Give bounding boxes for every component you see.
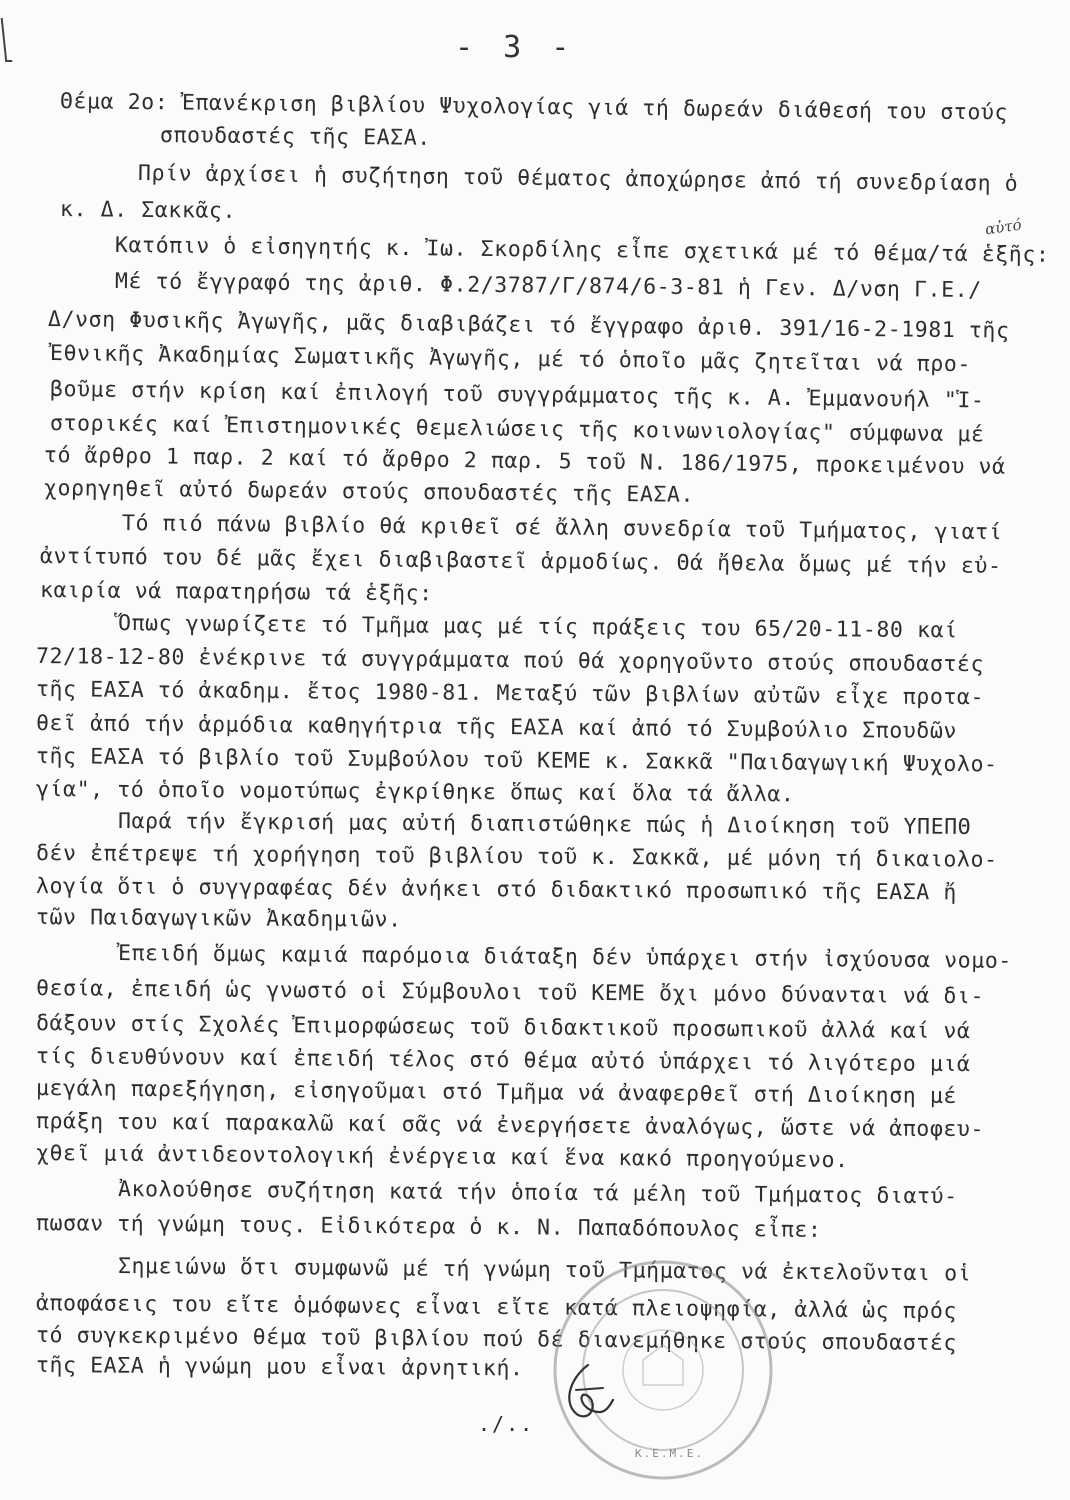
text-line: τό ἄρθρο 1 παρ. 2 καί τό ἄρθρο 2 παρ. 5 τοῦ Ν. 186/1975, προκειμένου νά (43, 443, 1006, 480)
handwritten-signature (558, 1360, 618, 1430)
text-line: Ἀκολούθησε συζήτηση κατά τήν ὁποία τά μέλη τοῦ Τμήματος διατύ- (117, 1177, 958, 1210)
page-number: - 3 - (455, 30, 576, 65)
text-line: δέν ἐπέτρεψε τή χορήγηση τοῦ βιβλίου τοῦ κ. Σακκᾶ, μέ μόνη τή δικαιολο- (35, 841, 998, 873)
text-line: 72/18-12-80 ἐνέκρινε τά συγγράμματα πού θά χορηγοῦντο στούς σπουδαστές (35, 644, 985, 678)
handwritten-insert: αὐτό (983, 215, 1023, 239)
text-line: Πρίν ἀρχίσει ἡ συζήτηση τοῦ θέματος ἀποχώρησε ἀπό τή συνεδρίαση ὁ (137, 161, 1019, 197)
text-line: κ. Δ. Σακκᾶς. (59, 197, 237, 224)
text-line: μεγάλη παρεξήγηση, εἰσηγοῦμαι στό Τμῆμα νά ἀναφερθεῖ στή Διοίκηση μέ (35, 1076, 958, 1110)
stamp-label: Κ.Ε.Μ.Ε. (635, 1447, 704, 1460)
text-line: χθεῖ μιά ἀντιδεοντολογική ἐνέργεια καί ἕνα κακό προηγούμενο. (35, 1141, 849, 1174)
text-line: Θέμα 2ο: Ἐπανέκριση βιβλίου Ψυχολογίας γιά τή δωρεάν διάθεσή του στούς (59, 89, 1009, 126)
text-line: Σημειώνω ὅτι συμφωνῶ μέ τή γνώμη τοῦ Τμήματος νά ἐκτελοῦνται οἱ (117, 1254, 972, 1287)
text-line: τῆς ΕΑΣΑ ἡ γνώμη μου εἶναι ἀρνητική. (35, 1353, 524, 1382)
text-line: ἀντίτυπό του δέ μᾶς ἔχει διαβιβαστεῖ ἁρμοδίως. Θά ἤθελα ὅμως μέ τήν εὐ- (39, 544, 1002, 580)
text-line: Ἐπειδή ὅμως καμιά παρόμοια διάταξη δέν ὑπάρχει στήν ἰσχύουσα νομο- (117, 941, 1013, 974)
text-line: πωσαν τή γνώμη τους. Εἰδικότερα ὁ κ. Ν. Παπαδόπουλος εἶπε: (35, 1211, 822, 1243)
text-line: Μέ τό ἔγγραφό της ἀριθ. Φ.2/3787/Γ/874/6-3-81 ἡ Γεν. Δ/νση Γ.Ε./ (114, 269, 982, 304)
text-line: πράξη του καί παρακαλῶ καί σᾶς νά ἐνεργήσετε ἀναλόγως, ὥστε νά ἀποφευ- (35, 1109, 985, 1143)
text-line: τό συγκεκριμένο θέμα τοῦ βιβλίου πού δέ διανεμήθηκε στούς σπουδαστές (35, 1323, 958, 1357)
text-line: καιρία νά παρατηρήσω τά ἑξῆς: (39, 578, 433, 607)
margin-mark (1, 18, 13, 62)
text-line: χορηγηθεῖ αὐτό δωρεάν στούς σπουδαστές τῆς ΕΑΣΑ. (43, 476, 695, 508)
text-line: λογία ὅτι ὁ συγγραφέας δέν ἀνήκει στό διδακτικό προσωπικό τῆς ΕΑΣΑ ἤ (35, 874, 958, 906)
continuation-mark: ./.. (478, 1412, 535, 1436)
text-line: ἀποφάσεις του εἴτε ὁμόφωνες εἶναι εἴτε κατά πλειοψηφία, ἀλλά ὡς πρός (35, 1291, 958, 1325)
text-line: Παρά τήν ἔγκρισή μας αὐτή διαπιστώθηκε πώς ἡ Διοίκηση τοῦ ΥΠΕΠΘ (117, 809, 972, 840)
text-line: στορικές καί Ἐπιστημονικές θεμελιώσεις τῆς κοινωνιολογίας" σύμφωνα μέ (49, 411, 985, 448)
text-line: θεσία, ἐπειδή ὡς γνωστό οἱ Σύμβουλοι τοῦ ΚΕΜΕ ὄχι μόνο δύνανται νά δι- (35, 976, 985, 1010)
text-line: σπουδαστές τῆς ΕΑΣΑ. (159, 123, 432, 151)
text-line: Ὅπως γνωρίζετε τό Τμῆμα μας μέ τίς πράξεις του 65/20-11-80 καί (117, 611, 958, 644)
text-line: θεῖ ἀπό τήν ἁρμόδια καθηγήτρια τῆς ΕΑΣΑ καί ἀπό τό Συμβούλιο Σπουδῶν (35, 711, 958, 745)
text-line: Ἐθνικῆς Ἀκαδημίας Σωματικῆς Ἀγωγῆς, μέ τό ὁποῖο μᾶς ζητεῖται νά προ- (49, 341, 972, 378)
text-line: τῆς ΕΑΣΑ τό ἀκαδημ. ἔτος 1980-81. Μεταξύ τῶν βιβλίων αὐτῶν εἶχε προτα- (35, 677, 985, 711)
text-line: δάξουν στίς Σχολές Ἐπιμορφώσεως τοῦ διδακτικοῦ προσωπικοῦ ἀλλά καί νά (35, 1011, 971, 1045)
text-line: τῆς ΕΑΣΑ τό βιβλίο τοῦ Συμβούλου τοῦ ΚΕΜΕ κ. Σακκᾶ "Παιδαγωγική Ψυχολο- (35, 744, 998, 778)
text-line: τίς διευθύνουν καί ἐπειδή τέλος στό θέμα αὐτό ὑπάρχει τό λιγότερο μιά (35, 1044, 971, 1078)
text-line: γία", τό ὁποῖο νομοτύπως ἐγκρίθηκε ὅπως καί ὅλα τά ἄλλα. (35, 777, 795, 808)
text-line: Κατόπιν ὁ εἰσηγητής κ. Ἰω. Σκορδίλης εἶπε σχετικά μέ τό θέμα/τά ἑξῆς: (114, 233, 1050, 268)
text-line: τῶν Παιδαγωγικῶν Ἀκαδημιῶν. (35, 905, 402, 933)
text-line: Δ/νση Φυσικῆς Ἀγωγῆς, μᾶς διαβιβάζει τό ἔγγραφο ἀριθ. 391/16-2-1981 τῆς (47, 307, 1010, 344)
text-line: Τό πιό πάνω βιβλίο θά κριθεῖ σέ ἄλλη συνεδρία τοῦ Τμήματος, γιατί (121, 511, 1003, 546)
text-line: βοῦμε στήν κρίση καί ἐπιλογή τοῦ συγγράμματος τῆς κ. Α. Ἐμμανουήλ "Ἱ- (49, 377, 985, 414)
